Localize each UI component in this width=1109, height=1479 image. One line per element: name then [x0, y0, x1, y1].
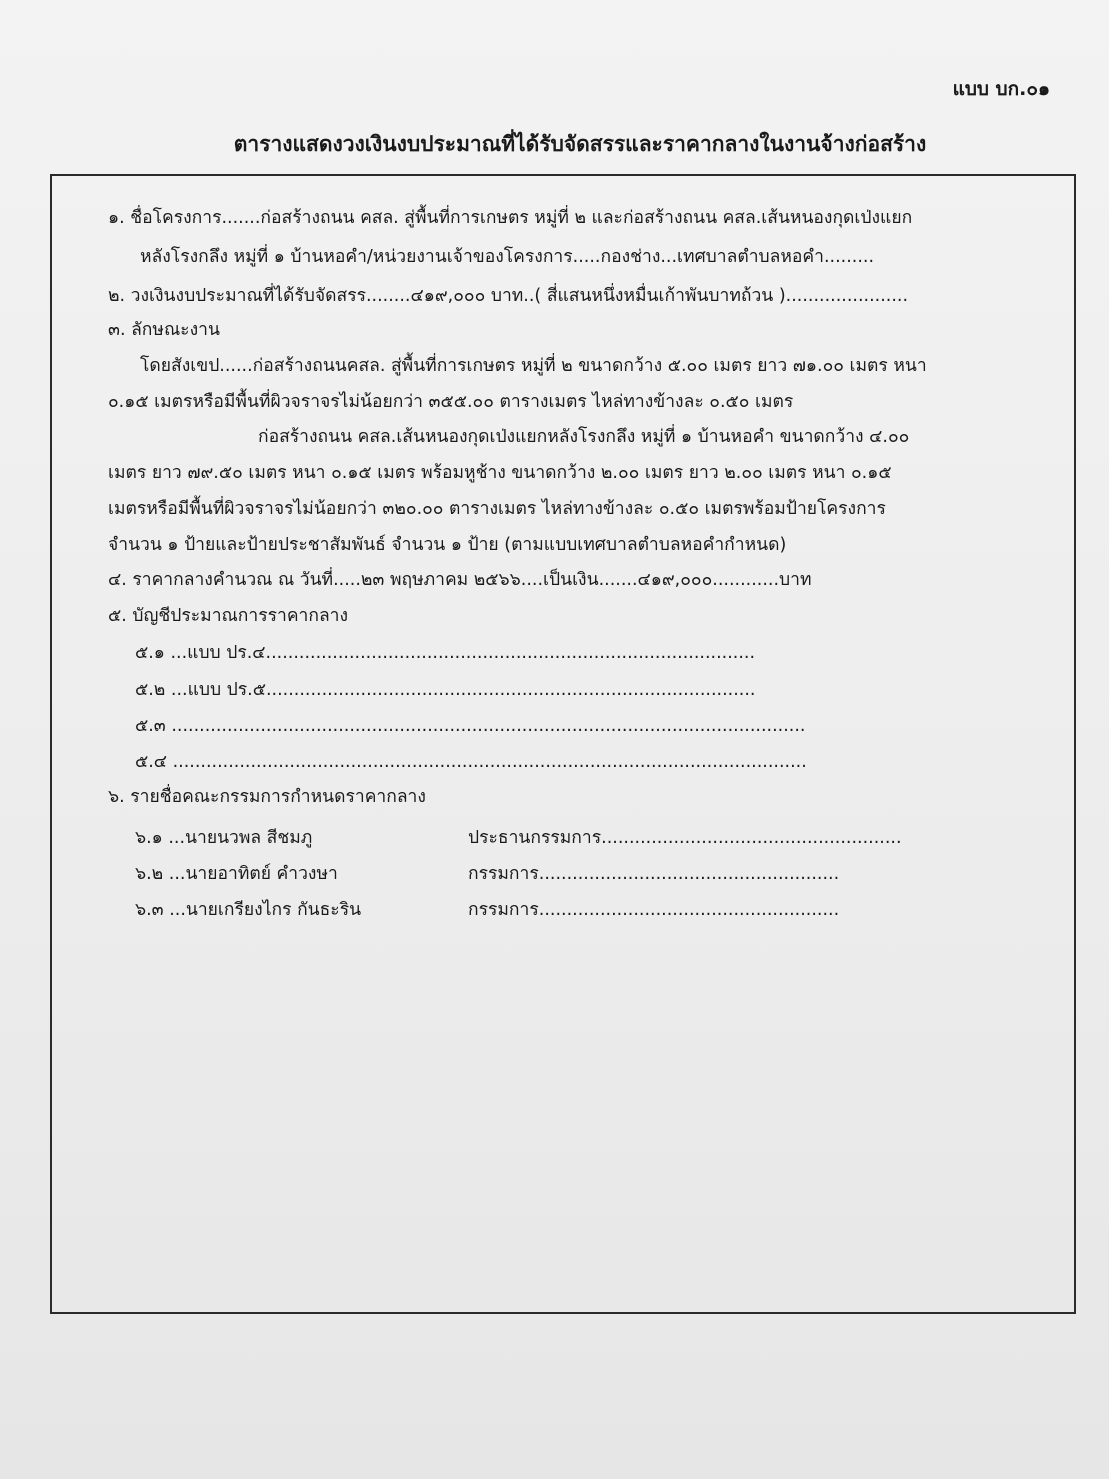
form-code: แบบ บก.๐๑: [952, 78, 1050, 100]
estimate-item-3: ๕.๓ ..................................................................................................................: [135, 716, 806, 736]
committee-member-2-name: ๖.๒ ...นายอาทิตย์ คำวงษา: [135, 864, 338, 884]
estimate-item-1: ๕.๑ ...แบบ ปร.๔........................................................................................: [135, 643, 756, 663]
work-description-line-1: โดยสังเขป......ก่อสร้างถนนคสล. สู่พื้นที่การเกษตร หมู่ที่ ๒ ขนาดกว้าง ๕.๐๐ เมตร ยาว ๗๑.๐๐ เมตร หนา: [140, 356, 927, 376]
document-title: ตารางแสดงวงเงินงบประมาณที่ได้รับจัดสรรและราคากลางในงานจ้างก่อสร้าง: [233, 132, 927, 156]
committee-heading: ๖. รายชื่อคณะกรรมการกำหนดราคากลาง: [108, 787, 426, 807]
project-name-line-2: หลังโรงกลึง หมู่ที่ ๑ บ้านหอคำ/หน่วยงานเจ้าของโครงการ.....กองช่าง...เทศบาลตำบลหอคำ.........: [140, 247, 875, 267]
estimate-item-2: ๕.๒ ...แบบ ปร.๕........................................................................................: [135, 680, 756, 700]
committee-member-1-name: ๖.๑ ...นายนวพล สีชมภู: [135, 828, 313, 848]
work-description-line-4: เมตร ยาว ๗๙.๕๐ เมตร หนา ๐.๑๕ เมตร พร้อมหูช้าง ขนาดกว้าง ๒.๐๐ เมตร ยาว ๒.๐๐ เมตร หนา ๐.๑๕: [108, 463, 892, 483]
committee-member-3-name: ๖.๓ ...นายเกรียงไกร กันธะริน: [135, 900, 362, 920]
work-description-line-3: ก่อสร้างถนน คสล.เส้นหนองกุดเป่งแยกหลังโรงกลึง หมู่ที่ ๑ บ้านหอคำ ขนาดกว้าง ๔.๐๐: [258, 427, 910, 447]
budget-line: ๒. วงเงินงบประมาณที่ได้รับจัดสรร........๔๑๙,๐๐๐ บาท..( สี่แสนหนึ่งหมื่นเก้าพันบาทถ้วน )......................: [108, 286, 909, 306]
estimate-list-heading: ๕. บัญชีประมาณการราคากลาง: [108, 606, 349, 626]
work-description-heading: ๓. ลักษณะงาน: [108, 320, 220, 340]
median-price-line: ๔. ราคากลางคำนวณ ณ วันที่.....๒๓ พฤษภาคม ๒๕๖๖....เป็นเงิน.......๔๑๙,๐๐๐............บาท: [108, 570, 812, 590]
committee-member-1-role: ประธานกรรมการ......................................................: [468, 828, 902, 848]
work-description-line-6: จำนวน ๑ ป้ายและป้ายประชาสัมพันธ์ จำนวน ๑ ป้าย (ตามแบบเทศบาลตำบลหอคำกำหนด): [108, 535, 787, 555]
committee-member-2-role: กรรมการ......................................................: [468, 864, 840, 884]
project-name-line-1: ๑. ชื่อโครงการ.......ก่อสร้างถนน คสล. สู่พื้นที่การเกษตร หมู่ที่ ๒ และก่อสร้างถนน คสล.เส้นหนองกุดเป่งแยก: [108, 208, 913, 228]
work-description-line-5: เมตรหรือมีพื้นที่ผิวจราจรไม่น้อยกว่า ๓๒๐.๐๐ ตารางเมตร ไหล่ทางข้างละ ๐.๕๐ เมตรพร้อมป้ายโครงการ: [108, 499, 886, 519]
content-frame: [50, 174, 1076, 1314]
estimate-item-4: ๕.๔ ..................................................................................................................: [135, 752, 807, 772]
work-description-line-2: ๐.๑๕ เมตรหรือมีพื้นที่ผิวจราจรไม่น้อยกว่า ๓๕๕.๐๐ ตารางเมตร ไหล่ทางข้างละ ๐.๕๐ เมตร: [108, 392, 794, 412]
committee-member-3-role: กรรมการ......................................................: [468, 900, 840, 920]
